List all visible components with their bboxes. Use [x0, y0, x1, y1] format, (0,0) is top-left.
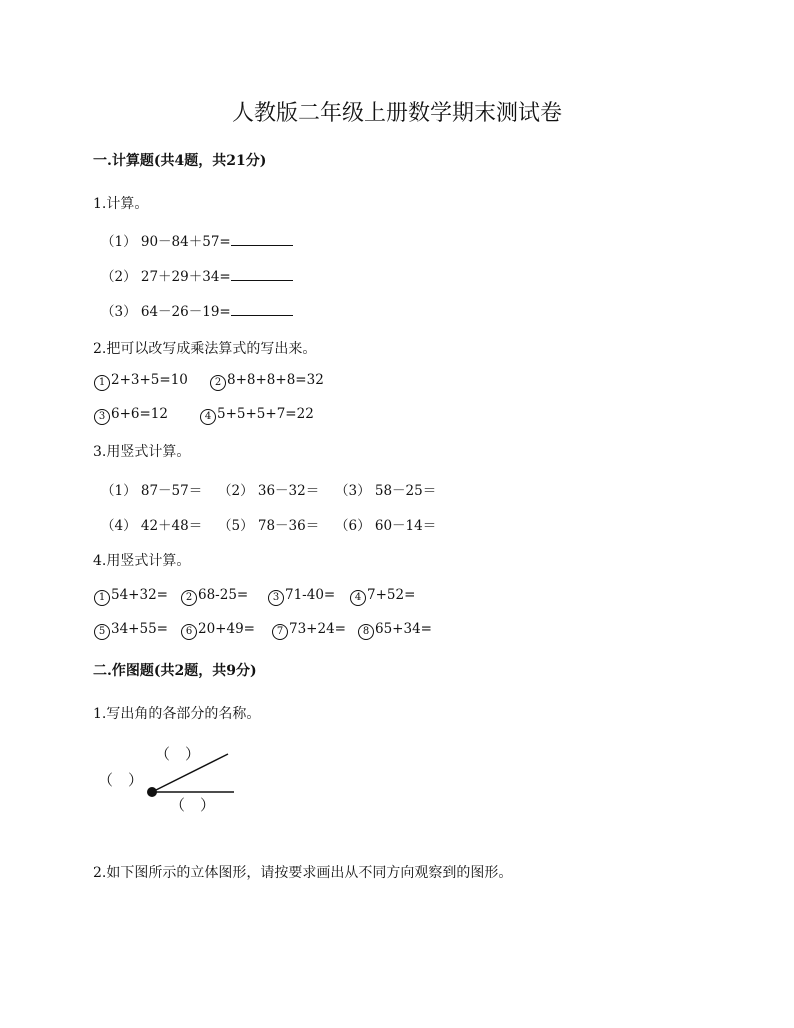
question-4-item: 6 20+49=	[181, 621, 255, 640]
question-4-item: 2 68-25=	[181, 587, 248, 606]
question-5-prompt: 1.写出角的各部分的名称。	[93, 706, 261, 722]
angle-vertex-dot	[147, 787, 157, 797]
circled-number: 2	[181, 590, 197, 606]
circled-number: 5	[94, 624, 110, 640]
circled-number: 6	[181, 624, 197, 640]
angle-vertex-label-blank: （ ）	[98, 771, 144, 789]
question-3-item: （3） 58－25＝	[335, 483, 437, 499]
circled-number: 1	[94, 590, 110, 606]
answer-blank	[231, 303, 293, 316]
question-4-item: 4 7+52=	[350, 587, 415, 606]
circled-number: 4	[200, 409, 216, 425]
circled-number: 7	[272, 624, 288, 640]
question-2-item: 2 8+8+8+8=32	[210, 372, 324, 391]
angle-side-label-blank: （ ）	[170, 796, 216, 814]
question-3-item: （4） 42＋48＝	[101, 518, 203, 534]
question-1-item: （1） 90－84＋57=	[101, 230, 293, 250]
question-4-item: 7 73+24=	[272, 621, 346, 640]
section-heading-calc: 一.计算题(共4题，共21分)	[93, 153, 267, 169]
circled-number: 1	[94, 375, 110, 391]
circled-number: 3	[94, 409, 110, 425]
question-2-item: 1 2+3+5=10	[94, 372, 188, 391]
circled-number: 4	[350, 590, 366, 606]
question-4-item: 8 65+34=	[358, 621, 432, 640]
question-2-item: 4 5+5+5+7=22	[200, 406, 314, 425]
answer-blank	[231, 268, 293, 281]
section-heading-drawing: 二.作图题(共2题，共9分)	[93, 663, 257, 679]
question-4-prompt: 4.用竖式计算。	[93, 553, 191, 569]
question-4-item: 5 34+55=	[94, 621, 168, 640]
question-2-prompt: 2.把可以改写成乘法算式的写出来。	[93, 341, 317, 357]
question-6-prompt: 2.如下图所示的立体图形，请按要求画出从不同方向观察到的图形。	[93, 865, 513, 881]
circled-number: 2	[210, 375, 226, 391]
question-3-item: （5） 78－36＝	[218, 518, 320, 534]
circled-number: 3	[268, 590, 284, 606]
circled-number: 8	[358, 624, 374, 640]
question-3-item: （2） 36－32＝	[218, 483, 320, 499]
question-1-item: （3） 64－26－19=	[101, 300, 293, 320]
question-3-item: （6） 60－14＝	[335, 518, 437, 534]
question-4-item: 1 54+32=	[94, 587, 168, 606]
question-3-item: （1） 87－57＝	[101, 483, 203, 499]
page-title: 人教版二年级上册数学期末测试卷	[231, 101, 562, 126]
question-4-item: 3 71-40=	[268, 587, 335, 606]
answer-blank	[231, 233, 293, 246]
question-3-prompt: 3.用竖式计算。	[93, 444, 191, 460]
angle-side-label-blank: （ ）	[155, 745, 201, 763]
question-1-prompt: 1.计算。	[93, 196, 149, 212]
question-2-item: 3 6+6=12	[94, 406, 168, 425]
question-1-item: （2） 27＋29＋34=	[101, 265, 293, 285]
